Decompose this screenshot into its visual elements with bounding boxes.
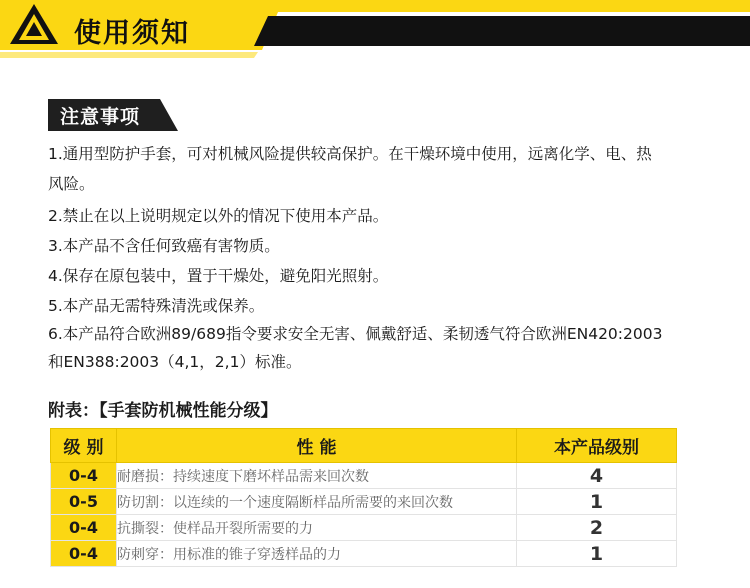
table-title: 附表：【手套防机械性能分级】	[48, 401, 278, 421]
level-cell: 0-4	[51, 463, 117, 489]
top-banner	[0, 0, 750, 60]
notice-line: 2.禁止在以上说明规定以外的情况下使用本产品。	[48, 207, 389, 225]
table-row	[51, 463, 677, 489]
notice-line: 3.本产品不含任何致癌有害物质。	[48, 237, 280, 255]
grade-cell: 1	[517, 541, 677, 567]
performance-cell: 防刺穿：用标准的锥子穿透样品的力	[117, 541, 517, 567]
notice-line: 4.保存在原包装中，置于干燥处，避免阳光照射。	[48, 267, 389, 285]
section-heading-tab	[48, 99, 178, 131]
notice-line: 和EN388:2003（4,1，2,1）标准。	[48, 353, 302, 371]
performance-cell: 抗撕裂：使样品开裂所需要的力	[117, 515, 517, 541]
grade-cell: 4	[517, 463, 677, 489]
notice-line: 风险。	[48, 175, 95, 193]
notice-line: 5.本产品无需特殊清洗或保养。	[48, 297, 265, 315]
page-title: 使用须知	[74, 18, 190, 49]
performance-table	[50, 428, 677, 567]
header-performance: 性 能	[117, 429, 517, 463]
notice-line: 1.通用型防护手套，可对机械风险提供较高保护。在干燥环境中使用，远离化学、电、热	[48, 145, 652, 163]
level-cell: 0-4	[51, 515, 117, 541]
table-row	[51, 515, 677, 541]
performance-cell: 耐磨损：持续速度下磨坏样品需来回次数	[117, 463, 517, 489]
level-cell: 0-4	[51, 541, 117, 567]
header-level: 级 别	[51, 429, 117, 463]
notice-line: 6.本产品符合欧洲89/689指令要求安全无害、佩戴舒适、柔韧透气符合欧洲EN420:2003	[48, 325, 663, 343]
performance-cell: 防切割：以连续的一个速度隔断样品所需要的来回次数	[117, 489, 517, 515]
grade-cell: 1	[517, 489, 677, 515]
section-heading: 注意事项	[60, 106, 141, 128]
table-row	[51, 541, 677, 567]
grade-cell: 2	[517, 515, 677, 541]
table-header-row	[51, 429, 677, 463]
table-row	[51, 489, 677, 515]
header-grade: 本产品级别	[517, 429, 677, 463]
level-cell: 0-5	[51, 489, 117, 515]
